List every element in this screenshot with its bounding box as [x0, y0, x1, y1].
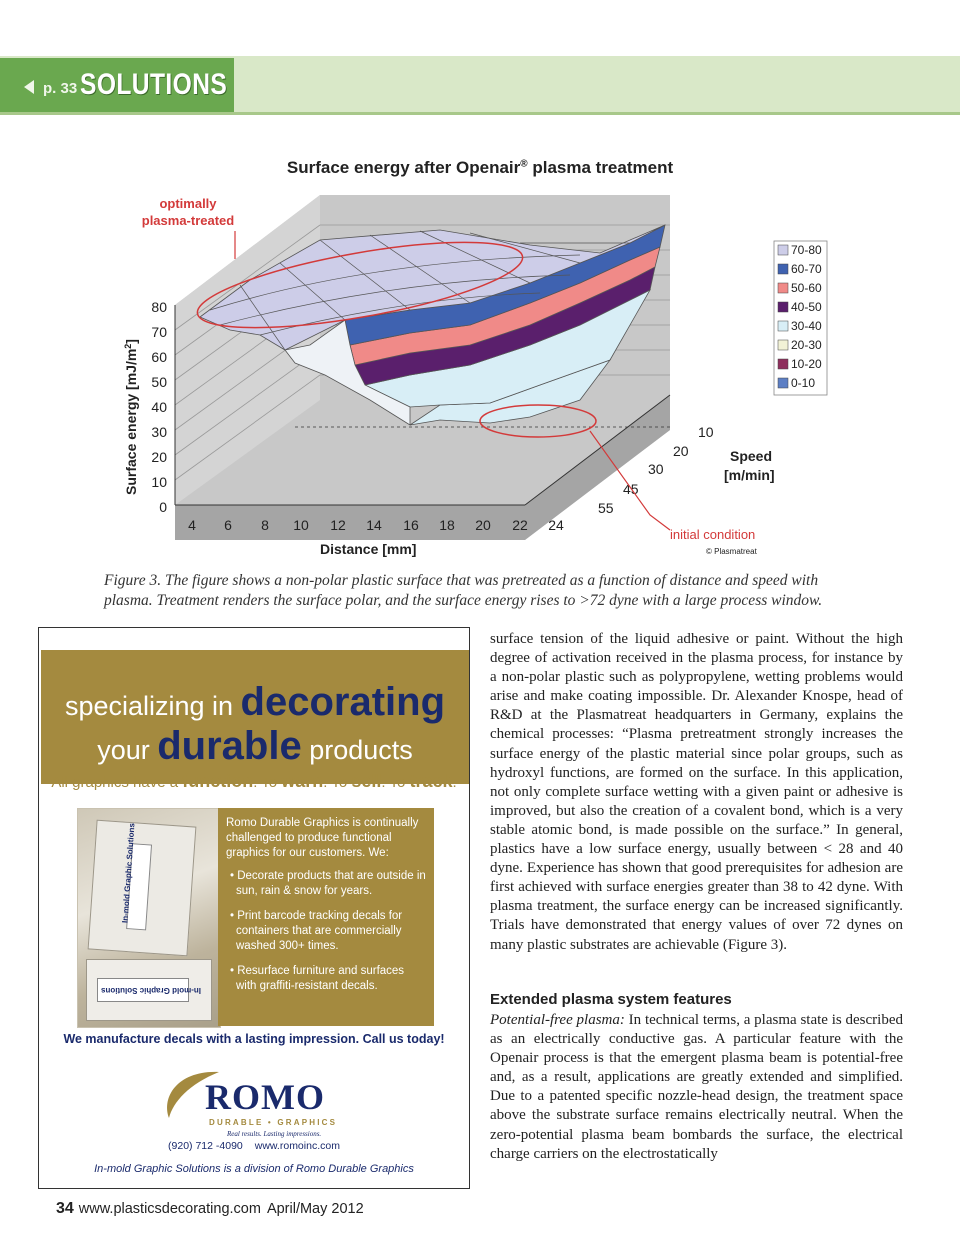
figure-caption: Figure 3. The figure shows a non-polar plastic surface that was pretreated as a function of distance and speed with plasma. Treatment renders the surface polar, and the surface energy rises to >72 dyne with a large process window.: [104, 572, 823, 609]
ad-headline-pre2: your: [97, 735, 158, 765]
ad-description-box: [218, 808, 434, 1026]
x-tick-22: 22: [512, 517, 528, 533]
legend-label-50-60: 50-60: [791, 281, 822, 295]
back-arrow-icon[interactable]: [24, 80, 34, 94]
article-lead-in: Potential-free plasma:: [490, 1012, 625, 1028]
y-tick-labels: [151, 299, 167, 515]
header-rule: [0, 112, 960, 115]
legend-label-40-50: 40-50: [791, 300, 822, 314]
z-axis-label-1: Speed: [730, 448, 773, 464]
ad-headline-pre1: specializing in: [64, 691, 241, 721]
x-tick-20: 20: [475, 517, 491, 533]
y-tick-40: 40: [151, 399, 167, 415]
legend-swatch-60-70: [778, 264, 788, 274]
romo-logo-text: ROMO: [205, 1077, 325, 1117]
page-number: 34: [56, 1200, 74, 1217]
ad-bullet-1: • Decorate products that are outside in sun, rain & snow for years.: [230, 870, 426, 897]
article-paragraph-1-text: surface tension of the liquid adhesive or paint. Without the high degree of activation received in the plasma process, for instance by a non-polar plastic such as polypropylene, wetting problems would arise and make coating impossible. Dr. Alexander Knospe, head of R&D at the Plasmatreat headquarters in Germany, explains the chemical processes: “Plasma pretreatment strongly increases the surface energy of the plastic material since polar groups, such as hydroxyl functions, are formed on the surface. In this application, not only complete surface wetting with a given paint or adhesive is improved, but also the creation of a covalent bond, which is a very stable atomic bond, is made possible on the surface.” In general, plastics have a low surface energy, usually between < 28 and 40 dyne. Experience has shown that good prerequisites for adhesion are first achieved with surface energies greater than 38 to 42 dyne. With plasma treatment, the surface energy can be increased significantly. Trials have demonstrated that energy values of over 72 dynes on many plastic substrates are achievable (Figure 3).: [490, 631, 903, 953]
x-tick-4: 4: [188, 517, 196, 533]
legend-label-70-80: 70-80: [791, 243, 822, 257]
ad-tag-sell: sell: [351, 771, 382, 791]
y-tick-50: 50: [151, 374, 167, 390]
ad-tag-warn: warn: [281, 771, 324, 791]
y-axis-label-end: ]: [123, 339, 139, 344]
photo-decal-1-text: In-mold Graphic Solutions: [120, 822, 137, 924]
legend-swatch-70-80: [778, 245, 788, 255]
y-axis-label: [123, 339, 139, 495]
page-footer: [56, 1200, 370, 1218]
photo-container-1: [88, 820, 197, 957]
chart-title-mark: ®: [520, 158, 528, 170]
legend-swatch-30-40: [778, 321, 788, 331]
ad-bullet-3: • Resurface furniture and surfaces with graffiti-resistant decals.: [230, 965, 405, 992]
x-tick-18: 18: [439, 517, 455, 533]
z-axis-label-2: [m/min]: [724, 467, 775, 483]
y-axis-label-sup: 2: [123, 343, 133, 349]
article-paragraph-2-text: In technical terms, a plasma state is described as an electrically conductive gas. A particular feature with the Openair process is that the emergent plasma beam is potential-free and, as a result, applications are greatly extended and simplified. Due to a patented specific nozzle-head design, the treatment space above the substrate surface remains electrically neutral. When the zero-potential plasma beam bombards the surface, the electrical charge carriers on the electrostatically: [490, 1012, 903, 1162]
surface-chart: [110, 185, 822, 565]
ad-headline-em2: durable: [157, 724, 302, 768]
annotation-initial: initial condition: [670, 527, 756, 542]
z-tick-55: 55: [598, 500, 614, 516]
y-tick-30: 30: [151, 424, 167, 440]
y-tick-10: 10: [151, 474, 167, 490]
ad-tag-function: function: [182, 771, 254, 791]
ad-tag-mid3: . To: [381, 774, 410, 791]
x-tick-8: 8: [261, 517, 269, 533]
ad-headline-post2: products: [301, 735, 413, 765]
x-axis-label: Distance [mm]: [320, 541, 417, 557]
legend-swatch-40-50: [778, 302, 788, 312]
legend-swatch-50-60: [778, 283, 788, 293]
romo-slogan: Real results. Lasting impressions.: [227, 1130, 322, 1138]
ad-bullet-2: • Print barcode tracking decals for containers that are commercially washed 300+ times.: [230, 910, 403, 952]
ad-tag-mid2: . To: [323, 774, 352, 791]
legend-label-0-10: 0-10: [791, 376, 816, 390]
ad-intro-text: Romo Durable Graphics is continually challenged to produce functional graphics for our customers. We:: [226, 817, 419, 859]
chart-legend: [774, 241, 827, 395]
footer-url[interactable]: www.plasticsdecorating.com: [78, 1201, 261, 1217]
x-tick-6: 6: [224, 517, 232, 533]
annotation-optimal-1: optimally: [159, 196, 217, 211]
y-tick-80: 80: [151, 299, 167, 315]
chart-title-end: plasma treatment: [527, 158, 674, 177]
article-subhead: Extended plasma system features: [490, 991, 732, 1008]
chart-title-text: Surface energy after Openair: [286, 158, 521, 177]
legend-label-60-70: 60-70: [791, 262, 822, 276]
y-tick-70: 70: [151, 324, 167, 340]
ad-tag-pre: All graphics have a: [51, 774, 183, 791]
ad-tagline: [39, 771, 469, 792]
y-tick-60: 60: [151, 349, 167, 365]
ad-tag-end: .: [452, 774, 457, 791]
ad-tag-track: track: [409, 771, 453, 791]
legend-label-10-20: 10-20: [791, 357, 822, 371]
z-tick-30: 30: [648, 461, 664, 477]
romo-logo-subtitle: DURABLE • GRAPHICS: [209, 1118, 338, 1127]
legend-swatch-20-30: [778, 340, 788, 350]
ad-headline-line-1: [41, 680, 469, 725]
ad-headline-em1: decorating: [240, 680, 446, 724]
footer-issue: April/May 2012: [266, 1201, 364, 1217]
x-tick-14: 14: [366, 517, 382, 533]
z-tick-45: 45: [623, 481, 639, 497]
y-axis-label-text: Surface energy [mJ/m: [123, 348, 139, 495]
photo-decal-2-text: In-mold Graphic Solutions: [101, 986, 201, 995]
ad-footer-note: In-mold Graphic Solutions is a division of Romo Durable Graphics: [94, 1163, 414, 1175]
romo-phone[interactable]: (920) 712 -4090: [168, 1140, 243, 1152]
annotation-optimal-2: plasma-treated: [141, 213, 235, 228]
x-tick-16: 16: [403, 517, 419, 533]
legend-label-20-30: 20-30: [791, 338, 822, 352]
z-tick-20: 20: [673, 443, 689, 459]
x-tick-12: 12: [330, 517, 346, 533]
ad-tag-mid1: . To: [253, 774, 282, 791]
romo-contact: [39, 1140, 469, 1152]
ad-product-photo: [77, 808, 221, 1028]
photo-container-2: [86, 959, 212, 1021]
y-tick-20: 20: [151, 449, 167, 465]
x-tick-24: 24: [548, 517, 564, 533]
page-reference[interactable]: p. 33: [43, 80, 78, 97]
section-title: SOLUTIONS: [80, 68, 228, 101]
romo-advertisement[interactable]: [38, 627, 470, 1189]
article-paragraph-2: [490, 1011, 903, 1164]
chart-credit: © Plasmatreat: [706, 547, 757, 556]
article-paragraph-1: [490, 630, 903, 955]
chart-title: [0, 158, 960, 178]
y-tick-0: 0: [159, 499, 167, 515]
legend-label-30-40: 30-40: [791, 319, 822, 333]
ad-call-to-action: We manufacture decals with a lasting impression. Call us today!: [63, 1032, 445, 1046]
ad-headline-line-2: [41, 724, 469, 769]
ad-headline-panel: [41, 650, 469, 784]
legend-swatch-10-20: [778, 359, 788, 369]
romo-website-link[interactable]: www.romoinc.com: [254, 1140, 340, 1152]
x-tick-10: 10: [293, 517, 309, 533]
legend-swatch-0-10: [778, 378, 788, 388]
z-tick-10: 10: [698, 424, 714, 440]
